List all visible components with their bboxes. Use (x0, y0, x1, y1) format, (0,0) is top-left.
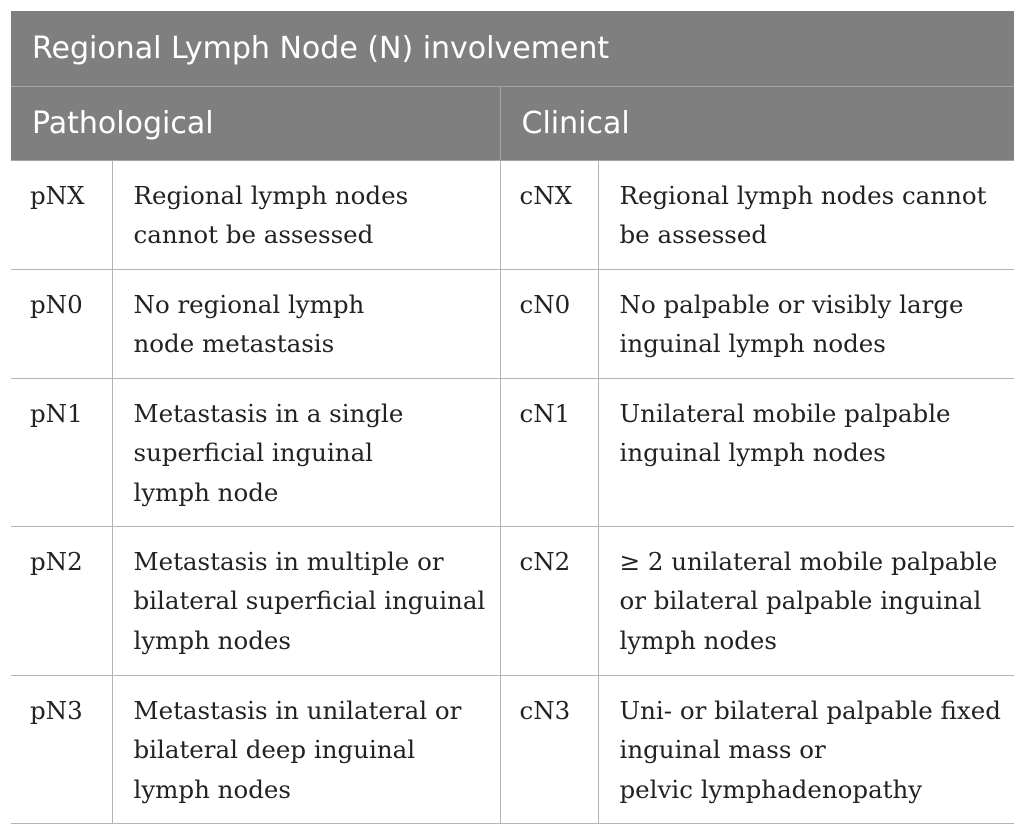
description-line: bilateral deep inguinal (133, 735, 416, 764)
description-line: be assessed (619, 220, 768, 249)
clinical-header: Clinical (500, 86, 1014, 160)
pathological-code: pN1 (11, 378, 112, 526)
description-line: Regional lymph nodes cannot (619, 180, 987, 210)
clinical-code: cN3 (500, 675, 598, 823)
pathological-description (112, 526, 500, 675)
table-row (11, 378, 1014, 526)
title-row (11, 11, 1014, 86)
description-line: Regional lymph nodes (133, 180, 409, 210)
lymph-node-table (11, 11, 1014, 824)
clinical-code: cN0 (500, 269, 598, 378)
pathological-description (112, 160, 500, 269)
table-row (11, 526, 1014, 675)
description-line: No palpable or visibly large (619, 289, 964, 319)
table-row (11, 675, 1014, 823)
description-line: bilateral superficial inguinal (133, 586, 486, 615)
description-line: or bilateral palpable inguinal (619, 586, 982, 615)
pathological-code: pN0 (11, 269, 112, 378)
table-row (11, 269, 1014, 378)
clinical-code: cNX (500, 160, 598, 269)
clinical-description (598, 160, 1014, 269)
clinical-code: cN2 (500, 526, 598, 675)
description-line: Uni- or bilateral palpable fixed (619, 695, 1001, 725)
description-line: superficial inguinal (133, 438, 374, 467)
description-line: pelvic lymphadenopathy (619, 774, 923, 804)
description-line: Metastasis in multiple or (133, 546, 444, 576)
description-line: Metastasis in a single (133, 398, 404, 428)
pathological-code: pNX (11, 160, 112, 269)
clinical-description (598, 675, 1014, 823)
pathological-code: pN3 (11, 675, 112, 823)
description-line: ≥ 2 unilateral mobile palpable (619, 546, 998, 576)
pathological-description (112, 675, 500, 823)
pathological-description (112, 378, 500, 526)
description-line: cannot be assessed (133, 220, 374, 249)
table-row (11, 160, 1014, 269)
description-line: inguinal lymph nodes (619, 329, 886, 358)
description-line: lymph node (133, 477, 279, 507)
clinical-code: cN1 (500, 378, 598, 526)
description-line: inguinal mass or (619, 735, 826, 764)
pathological-header: Pathological (11, 86, 500, 160)
description-line: inguinal lymph nodes (619, 438, 886, 467)
description-line: Metastasis in unilateral or (133, 695, 462, 725)
pathological-code: pN2 (11, 526, 112, 675)
clinical-description (598, 269, 1014, 378)
description-line: lymph nodes (133, 625, 291, 655)
table-title: Regional Lymph Node (N) involvement (11, 11, 1014, 86)
section-header-row (11, 86, 1014, 160)
clinical-description (598, 378, 1014, 526)
description-line: No regional lymph (133, 289, 365, 319)
description-line: lymph nodes (619, 625, 777, 655)
description-line: lymph nodes (133, 774, 291, 804)
pathological-description (112, 269, 500, 378)
clinical-description (598, 526, 1014, 675)
description-line: node metastasis (133, 329, 335, 358)
description-line: Unilateral mobile palpable (619, 398, 951, 428)
